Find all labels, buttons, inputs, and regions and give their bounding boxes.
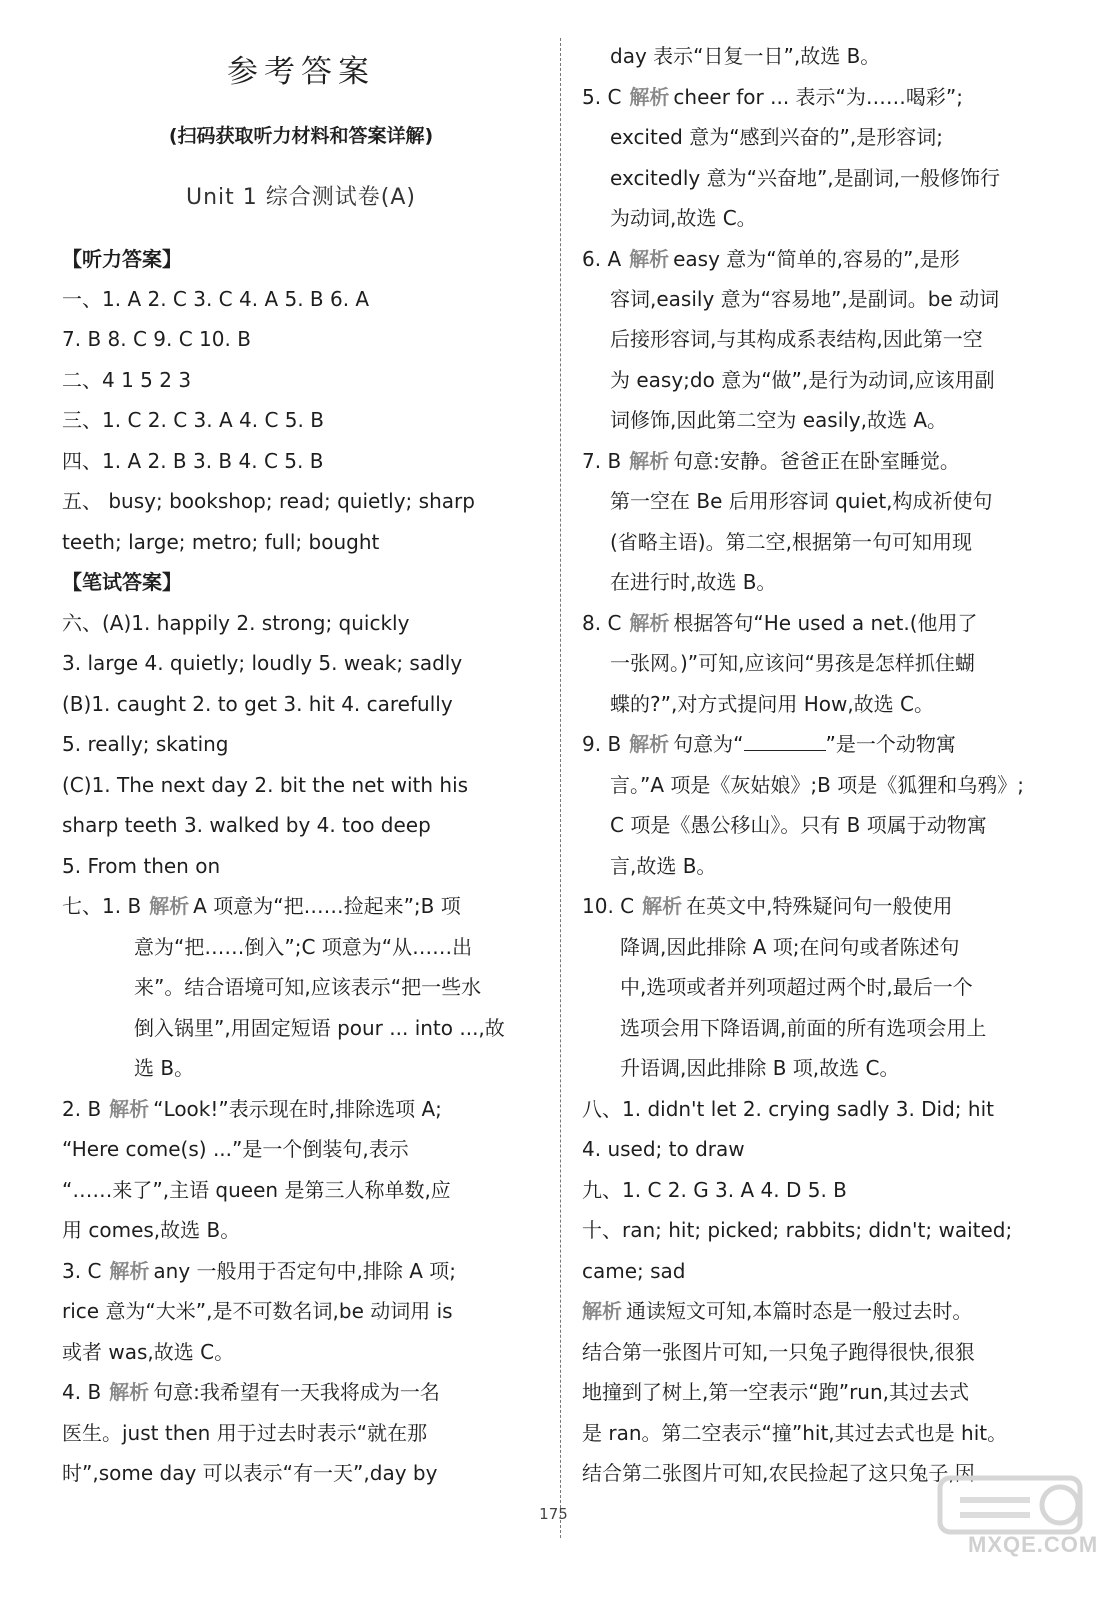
explanation-line: 5. C 解析 cheer for ... 表示“为……喝彩”; xyxy=(582,85,964,109)
explanation-line: 3. C 解析 any 一般用于否定句中,排除 A 项; xyxy=(62,1259,457,1283)
explanation-line: C 项是《愚公移山》。只有 B 项属于动物寓 xyxy=(610,813,987,837)
watermark-text: MXQE.COM xyxy=(968,1532,1099,1557)
jiexi-label: 解析 xyxy=(109,1259,150,1283)
jiexi-label: 解析 xyxy=(109,1097,150,1121)
question-number: 2. B xyxy=(62,1097,102,1121)
answer-line: 二、4 1 5 2 3 xyxy=(62,368,192,392)
jiexi-label: 解析 xyxy=(109,1380,150,1404)
explanation-line: 6. A 解析 easy 意为“简单的,容易的”,是形 xyxy=(582,247,960,271)
answer-line: sharp teeth 3. walked by 4. too deep xyxy=(62,813,431,837)
question-number: 七、1. B xyxy=(62,894,142,918)
explanation-line: 8. C 解析 根据答句“He used a net.(他用了 xyxy=(582,611,978,635)
explanation-line: 选 B。 xyxy=(134,1056,195,1080)
explanation-line: 容词,easily 意为“容易地”,是副词。be 动词 xyxy=(610,287,1000,311)
page-number: 175 xyxy=(539,1505,568,1523)
explanation-line: 或者 was,故选 C。 xyxy=(62,1340,235,1364)
answer-line: (B)1. caught 2. to get 3. hit 4. carefully xyxy=(62,692,453,716)
writing-header: 【笔试答案】 xyxy=(62,570,182,594)
page-title: 参考答案 xyxy=(227,54,375,90)
jiexi-label: 解析 xyxy=(629,247,670,271)
explanation-line: 降调,因此排除 A 项;在问句或者陈述句 xyxy=(620,935,960,959)
jiexi-label: 解析 xyxy=(582,1299,622,1323)
explanation-line: 用 comes,故选 B。 xyxy=(62,1218,241,1242)
explanation-line: 10. C 解析 在英文中,特殊疑问句一般使用 xyxy=(582,894,953,918)
explanation-line: 是 ran。第二空表示“撞”hit,其过去式也是 hit。 xyxy=(582,1421,1008,1445)
jiexi-label: 解析 xyxy=(629,85,670,109)
explanation-line: 七、1. B 解析 A 项意为“把……捡起来”;B 项 xyxy=(62,894,461,918)
question-number: 4. B xyxy=(62,1380,102,1404)
explanation-line: excited 意为“感到兴奋的”,是形容词; xyxy=(610,125,944,149)
jiexi-label: 解析 xyxy=(642,894,683,918)
explanation-line: 蝶的?”,对方式提问用 How,故选 C。 xyxy=(610,692,935,716)
explanation-line: 词修饰,因此第二空为 easily,故选 A。 xyxy=(610,408,948,432)
answer-blank xyxy=(744,732,826,751)
explanation-line: 医生。just then 用于过去时表示“就在那 xyxy=(62,1421,428,1445)
jiexi-label: 解析 xyxy=(149,894,190,918)
answer-line: 八、1. didn't let 2. crying sadly 3. Did; hit xyxy=(582,1097,994,1121)
explanation-line: 为 easy;do 意为“做”,是行为动词,应该用副 xyxy=(610,368,995,392)
explanation-line: 结合第一张图片可知,一只兔子跑得很快,很狠 xyxy=(582,1340,975,1364)
answer-line: 3. large 4. quietly; loudly 5. weak; sadly xyxy=(62,651,463,675)
answer-line: 五、 busy; bookshop; read; quietly; sharp xyxy=(62,489,475,513)
question-number: 8. C xyxy=(582,611,622,635)
answer-line: 四、1. A 2. B 3. B 4. C 5. B xyxy=(62,449,324,473)
answer-line: 九、1. C 2. G 3. A 4. D 5. B xyxy=(582,1178,847,1202)
explanation-line: day 表示“日复一日”,故选 B。 xyxy=(610,44,881,68)
explanation-line: 解析 通读短文可知,本篇时态是一般过去时。 xyxy=(582,1299,973,1323)
question-number: 6. A xyxy=(582,247,622,271)
question-number: 5. C xyxy=(582,85,622,109)
explanation-line: 言,故选 B。 xyxy=(610,854,717,878)
question-number: 7. B xyxy=(582,449,622,473)
explanation-line: 2. B 解析 “Look!”表示现在时,排除选项 A; xyxy=(62,1097,442,1121)
column-divider xyxy=(560,38,561,1538)
explanation-line: 升语调,因此排除 B 项,故选 C。 xyxy=(620,1056,900,1080)
answer-line: 7. B 8. C 9. C 10. B xyxy=(62,327,251,351)
question-number: 3. C xyxy=(62,1259,102,1283)
explanation-line: 言。”A 项是《灰姑娘》;B 项是《狐狸和乌鸦》; xyxy=(610,773,1024,797)
unit-heading: Unit 1 综合测试卷(A) xyxy=(186,185,416,210)
answer-line: 三、1. C 2. C 3. A 4. C 5. B xyxy=(62,408,324,432)
explanation-line: 意为“把……倒入”;C 项意为“从……出 xyxy=(134,935,473,959)
jiexi-label: 解析 xyxy=(629,732,670,756)
explanation-line: 时”,some day 可以表示“有一天”,day by xyxy=(62,1461,438,1485)
explanation-line: 来”。结合语境可知,应该表示“把一些水 xyxy=(134,975,482,999)
explanation-line: 7. B 解析 句意:安静。爸爸正在卧室睡觉。 xyxy=(582,449,960,473)
listening-header: 【听力答案】 xyxy=(62,247,182,271)
answer-line: came; sad xyxy=(582,1259,686,1283)
answer-line: (C)1. The next day 2. bit the net with his xyxy=(62,773,469,797)
answer-line: 十、ran; hit; picked; rabbits; didn't; waited; xyxy=(582,1218,1013,1242)
explanation-line: (省略主语)。第二空,根据第一句可知用现 xyxy=(610,530,972,554)
jiexi-label: 解析 xyxy=(629,449,670,473)
explanation-line: “……来了”,主语 queen 是第三人称单数,应 xyxy=(62,1178,451,1202)
explanation-line: “Here come(s) ...”是一个倒装句,表示 xyxy=(62,1137,409,1161)
explanation-line: 9. B 解析 句意为“ ”是一个动物寓 xyxy=(582,732,956,756)
answer-line: 5. From then on xyxy=(62,854,221,878)
page-subtitle: (扫码获取听力材料和答案详解) xyxy=(168,125,434,147)
explanation-line: 地撞到了树上,第一空表示“跑”run,其过去式 xyxy=(582,1380,970,1404)
explanation-line: 选项会用下降语调,前面的所有选项会用上 xyxy=(620,1016,987,1040)
explanation-line: 4. B 解析 句意:我希望有一天我将成为一名 xyxy=(62,1380,440,1404)
explanation-line: 中,选项或者并列项超过两个时,最后一个 xyxy=(620,975,973,999)
explanation-line: 一张网。)”可知,应该问“男孩是怎样抓住蝴 xyxy=(610,651,975,675)
question-number: 9. B xyxy=(582,732,622,756)
explanation-line: 后接形容词,与其构成系表结构,因此第一空 xyxy=(610,327,983,351)
explanation-line: 在进行时,故选 B。 xyxy=(610,570,777,594)
answer-line: 一、1. A 2. C 3. C 4. A 5. B 6. A xyxy=(62,287,370,311)
jiexi-label: 解析 xyxy=(629,611,670,635)
explanation-line: rice 意为“大米”,是不可数名词,be 动词用 is xyxy=(62,1299,453,1323)
explanation-line: 结合第二张图片可知,农民捡起了这只兔子,因 xyxy=(582,1461,975,1485)
explanation-line: 为动词,故选 C。 xyxy=(610,206,757,230)
explanation-line: 倒入锅里”,用固定短语 pour ... into ...,故 xyxy=(134,1016,505,1040)
explanation-line: excitedly 意为“兴奋地”,是副词,一般修饰行 xyxy=(610,166,1001,190)
answer-line: 4. used; to draw xyxy=(582,1137,745,1161)
explanation-line: 第一空在 Be 后用形容词 quiet,构成祈使句 xyxy=(610,489,993,513)
answer-line: teeth; large; metro; full; bought xyxy=(62,530,380,554)
question-number: 10. C xyxy=(582,894,635,918)
answer-line: 5. really; skating xyxy=(62,732,229,756)
answer-line: 六、(A)1. happily 2. strong; quickly xyxy=(62,611,410,635)
